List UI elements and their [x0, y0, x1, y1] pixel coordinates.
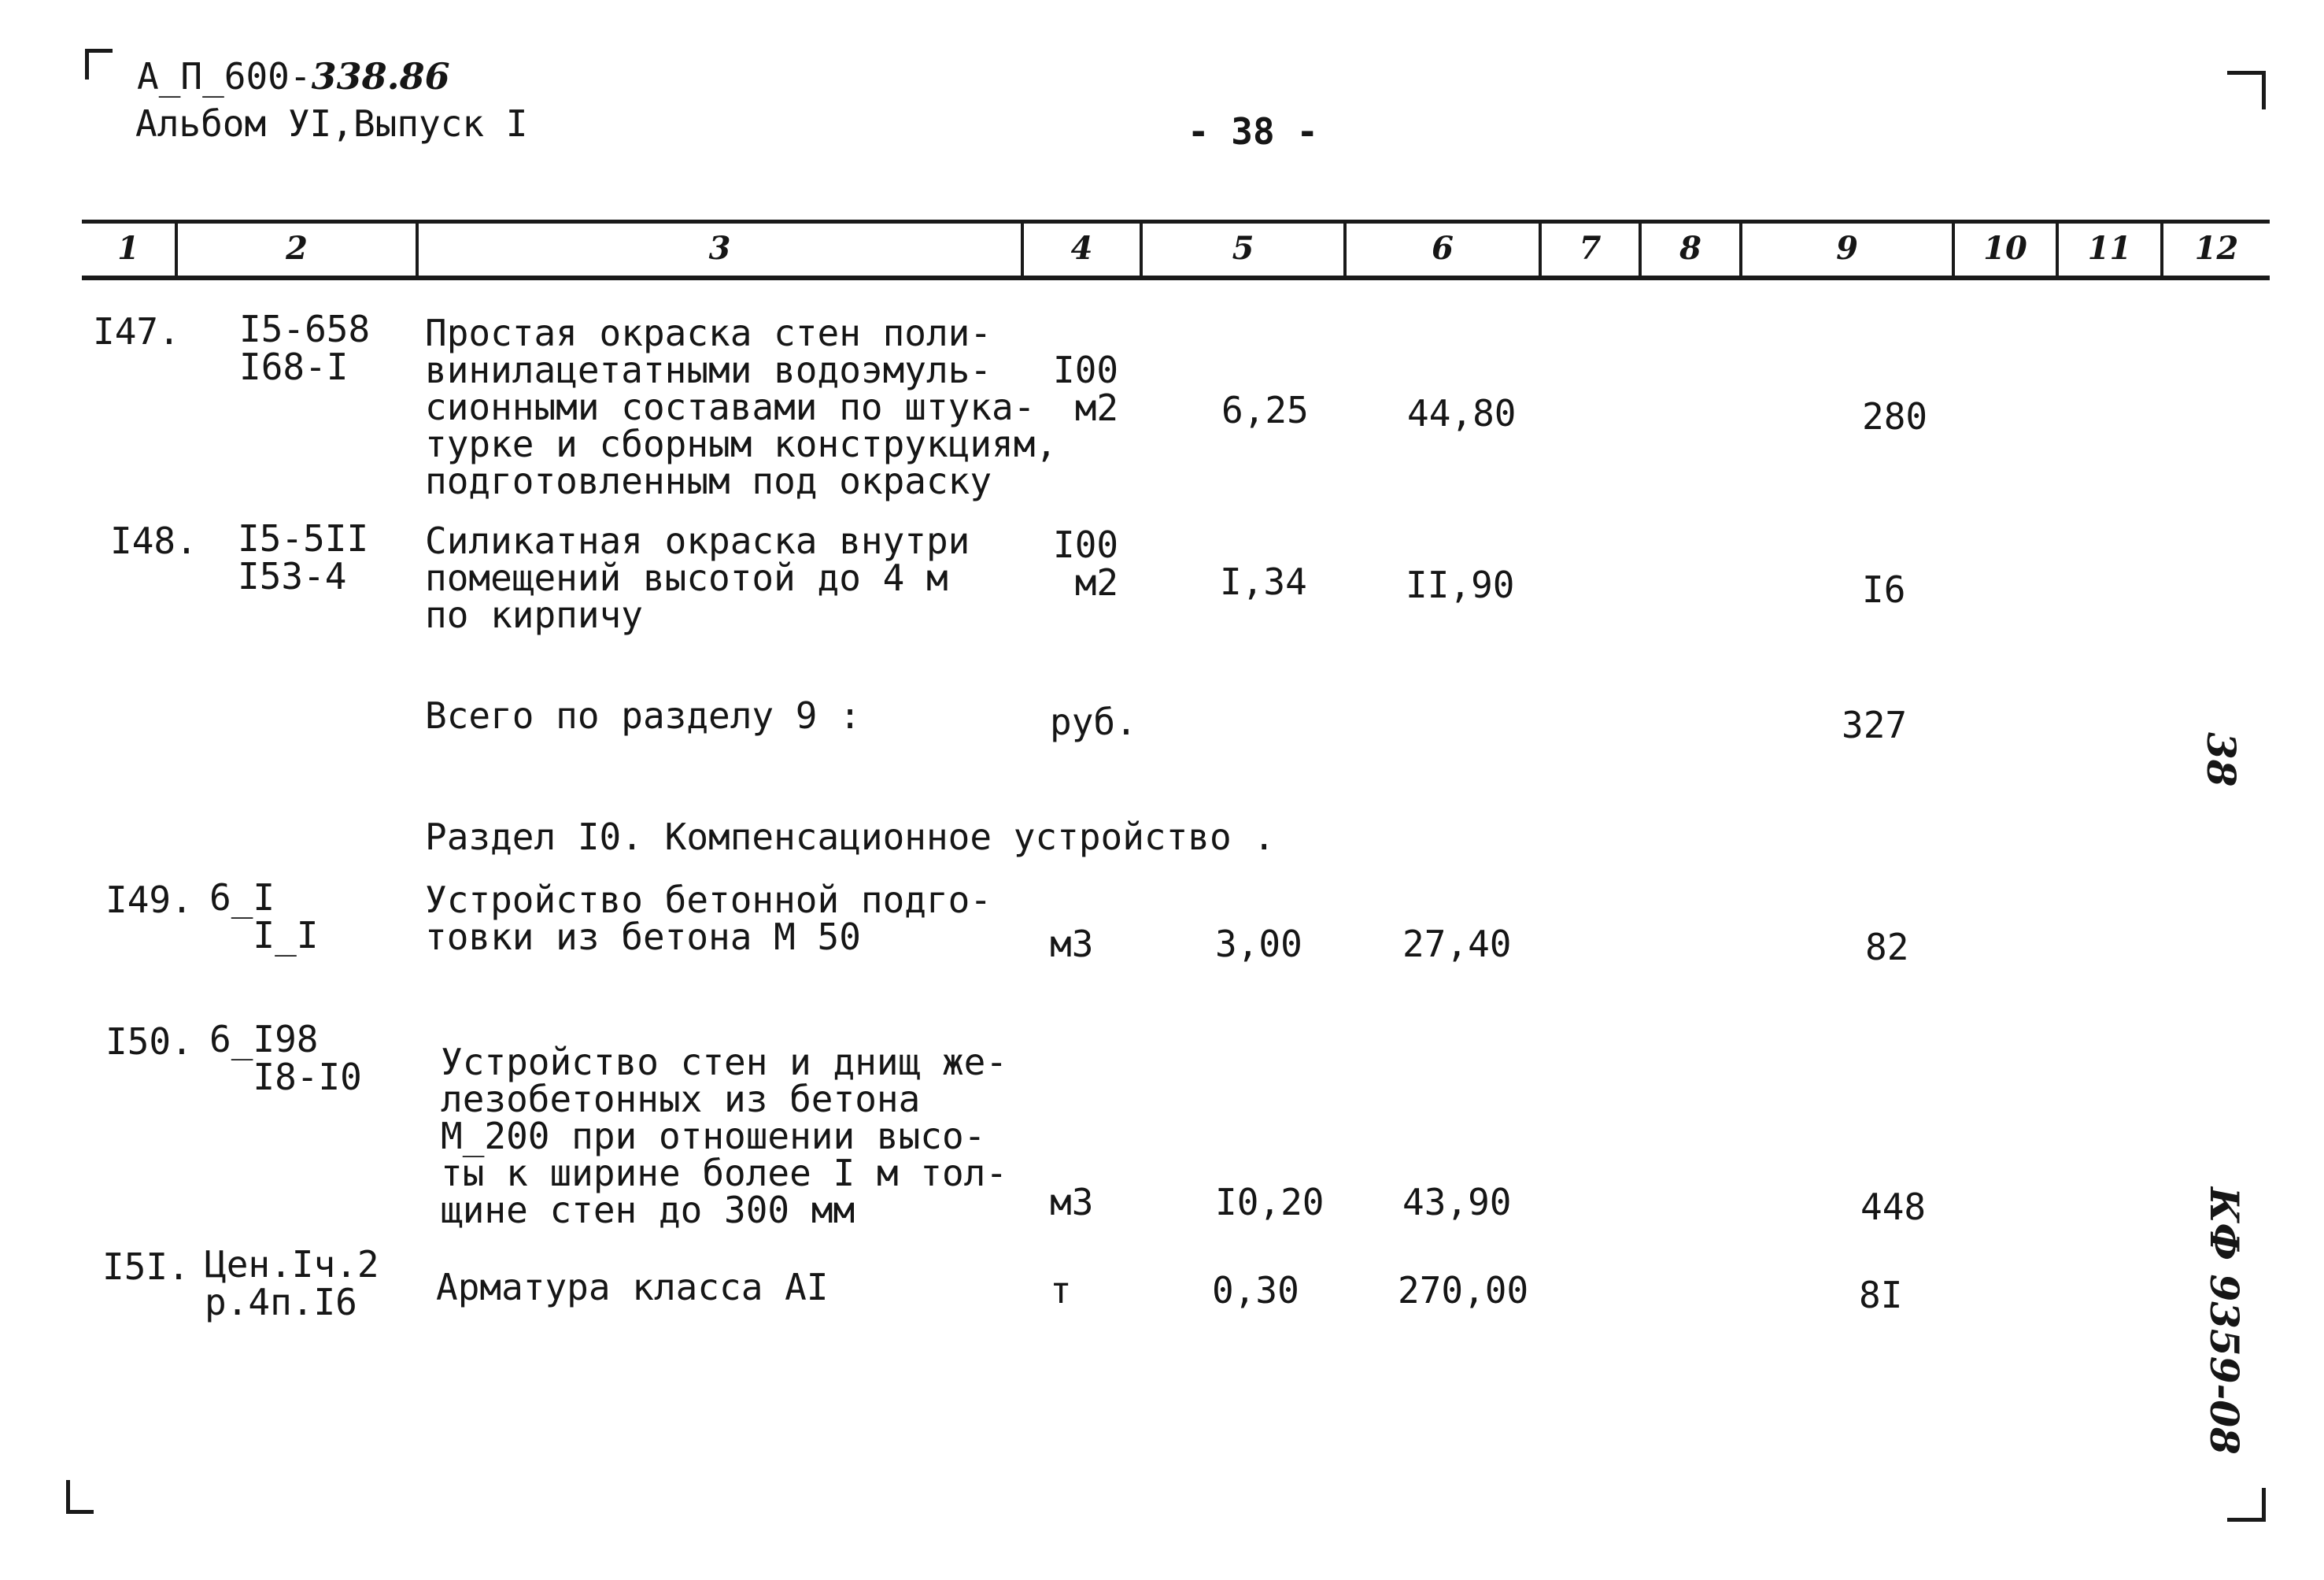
unit-price: II,90: [1406, 564, 1515, 606]
document-code-handwritten: 338.86: [311, 55, 450, 98]
corner-mark-bottom-left: [66, 1480, 94, 1514]
total-cost: 82: [1865, 926, 1909, 968]
row-number: I48.: [110, 520, 198, 562]
rate-code: 6_I I_I: [209, 876, 319, 957]
corner-mark-top-left: [85, 49, 113, 80]
quantity: 6,25: [1221, 389, 1309, 431]
row-number: I49.: [105, 879, 193, 921]
section-total-label: Всего по разделу 9 :: [425, 694, 861, 737]
table-top-rule: [82, 220, 2270, 224]
margin-archive-code: КФ 9359-08: [2201, 1187, 2248, 1455]
work-description: Устройство бетонной подго- товки из бетона М 50: [425, 879, 992, 958]
total-cost: 280: [1862, 395, 1928, 438]
column-number: 7: [1579, 230, 1602, 267]
quantity: I,34: [1220, 561, 1307, 603]
column-number: 8: [1679, 230, 1701, 267]
unit: т: [1050, 1269, 1072, 1312]
column-number: 10: [1983, 230, 2027, 267]
column-number: 2: [286, 230, 308, 267]
total-cost: 448: [1860, 1186, 1927, 1228]
column-number: 12: [2194, 230, 2239, 267]
work-description: Силикатная окраска внутри помещений высотой до 4 м по кирпичу: [425, 520, 970, 636]
page-number: - 38 -: [1187, 110, 1319, 153]
quantity: I0,20: [1215, 1181, 1325, 1223]
unit-price: 43,90: [1402, 1181, 1512, 1223]
column-number: 5: [1232, 230, 1254, 267]
quantity: 0,30: [1212, 1269, 1299, 1312]
work-description: Устройство стен и днищ же- лезобетонных из бетона М_200 при отношении высо- ты к ширине более I м тол- щине стен до 300 мм: [441, 1041, 1008, 1231]
work-description: Арматура класса АI: [436, 1266, 829, 1308]
column-number: 1: [117, 230, 139, 267]
row-number: I50.: [105, 1020, 193, 1063]
unit-price: 27,40: [1402, 923, 1512, 965]
section-heading: Раздел I0. Компенсационное устройство .: [425, 816, 1276, 858]
column-number: 9: [1836, 230, 1858, 267]
total-cost: 8I: [1859, 1274, 1903, 1316]
corner-mark-top-right: [2227, 71, 2266, 109]
unit-price: 270,00: [1398, 1269, 1529, 1312]
row-number: I5I.: [102, 1245, 190, 1288]
rate-code: 6_I98 I8-I0: [209, 1018, 362, 1098]
column-number: 4: [1070, 230, 1093, 267]
document-code: А_П_600-338.86: [137, 55, 450, 98]
unit: м3: [1050, 1181, 1094, 1223]
quantity: 3,00: [1215, 923, 1302, 965]
margin-page-stamp: 38: [2198, 732, 2245, 787]
section-total-value: 327: [1842, 704, 1908, 746]
work-description: Простая окраска стен поли- винилацетатными водоэмуль- сионными составами по штука- турке и сборным конструкциям, подготовленным под окраску: [425, 312, 1058, 502]
column-number: 11: [2087, 230, 2132, 267]
corner-mark-bottom-right: [2227, 1488, 2266, 1522]
unit: I00 м2: [1053, 349, 1119, 429]
table-header-bottom-rule: [82, 276, 2270, 280]
unit: I00 м2: [1053, 524, 1119, 604]
total-cost: I6: [1862, 568, 1906, 611]
column-number: 6: [1432, 230, 1454, 267]
column-number: 3: [708, 230, 731, 267]
rate-code: Цен.Iч.2 р.4п.I6: [205, 1243, 379, 1323]
rate-code: I5-658 I68-I: [239, 308, 371, 388]
unit: м3: [1050, 923, 1094, 965]
unit-price: 44,80: [1407, 392, 1517, 435]
album-title: Альбом УI,Выпуск I: [135, 102, 528, 145]
row-number: I47.: [93, 310, 180, 353]
section-total-unit: руб.: [1050, 701, 1137, 743]
rate-code: I5-5II I53-4: [238, 517, 369, 598]
